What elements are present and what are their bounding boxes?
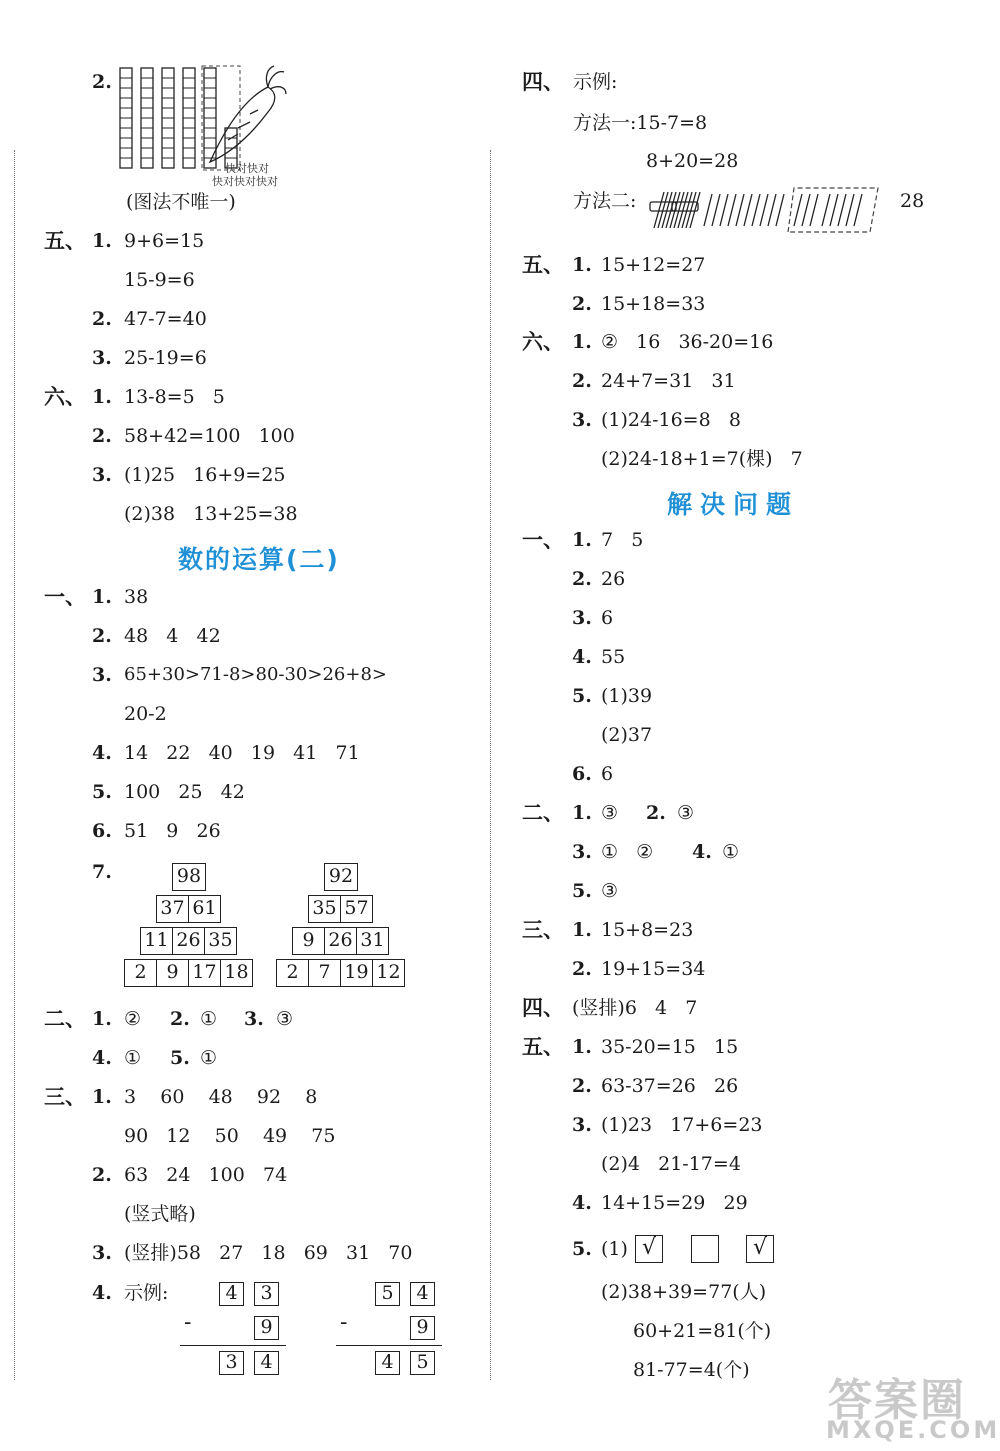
section-label: 二、 — [522, 800, 564, 825]
pyramid-cell: 26 — [324, 927, 357, 955]
answer-text: 28 — [900, 190, 925, 212]
item-number: 2. — [92, 625, 112, 647]
answer-text: (1)39 — [601, 685, 653, 707]
item-number: 1. — [92, 586, 112, 608]
checkbox-checked: √ — [746, 1235, 774, 1263]
answer-text: (2)37 — [601, 724, 653, 746]
section-label: 一、 — [44, 584, 86, 609]
answer-text: (竖式略) — [124, 1203, 196, 1225]
item-number: 3. — [92, 464, 112, 486]
answer-text: ③ — [276, 1008, 294, 1030]
answer-text: (2)38+39=77(人) — [601, 1281, 767, 1303]
pyramid-cell: 31 — [356, 927, 389, 955]
item-number: 3. — [244, 1008, 264, 1030]
item-number: 5. — [572, 1238, 592, 1260]
item-number: 5. — [572, 880, 592, 902]
item-number: 4. — [92, 1047, 112, 1069]
watermark-url: MXQE.COM — [826, 1416, 1000, 1444]
answer-text: 13-8=5 5 — [124, 386, 225, 408]
item-number: 4. — [92, 1282, 112, 1304]
item-number: 1. — [92, 386, 112, 408]
answer-text: 15-9=6 — [124, 269, 195, 291]
answer-text: ③ — [601, 880, 619, 902]
pyramid-cell: 17 — [188, 959, 221, 987]
section-label: 六、 — [44, 384, 86, 409]
checkbox-empty — [691, 1235, 719, 1263]
section-label: 四、 — [522, 995, 564, 1020]
digit-box: 9 — [254, 1316, 279, 1340]
answer-text: 20-2 — [124, 703, 167, 725]
answer-text: ③ — [601, 802, 619, 824]
item-number: 1. — [572, 331, 592, 353]
section-label: 五、 — [522, 252, 564, 277]
answer-text: 90 12 50 49 75 — [124, 1125, 336, 1147]
section-heading: 解决问题 — [667, 490, 800, 519]
answer-text: 6 — [601, 763, 614, 785]
item-number: 1. — [572, 802, 592, 824]
answer-text: 3 60 48 92 8 — [124, 1086, 318, 1108]
answer-text: ③ — [677, 802, 695, 824]
item-number: 6. — [92, 820, 112, 842]
item-number: 1. — [572, 919, 592, 941]
answer-text: (1)23 17+6=23 — [601, 1114, 763, 1136]
pyramid-cell: 98 — [172, 863, 206, 891]
item-number: 3. — [572, 841, 592, 863]
answer-text: 48 4 42 — [124, 625, 221, 647]
carrot-label: 快对快对 — [225, 162, 269, 175]
item-number: 3. — [92, 347, 112, 369]
answer-text: ① — [124, 1047, 142, 1069]
answer-text: (1) — [601, 1238, 628, 1260]
pyramid-cell: 9 — [292, 927, 325, 955]
pyramid-cell: 37 — [156, 895, 189, 923]
answer-text: 26 — [601, 568, 626, 590]
digit-box: 3 — [254, 1282, 279, 1306]
answer-text: 51 9 26 — [124, 820, 221, 842]
item-number: 7. — [92, 861, 112, 883]
answer-text: 示例: — [573, 71, 618, 93]
item-number: 5. — [170, 1047, 190, 1069]
answer-text: 示例: — [124, 1282, 169, 1304]
section-label: 一、 — [522, 527, 564, 552]
item-number: 2. — [572, 370, 592, 392]
item-number: 4. — [572, 646, 592, 668]
answer-text: ② — [124, 1008, 142, 1030]
answer-text: 60+21=81(个) — [633, 1320, 772, 1342]
item-number: 2. — [170, 1008, 190, 1030]
item-number: 5. — [92, 781, 112, 803]
answer-text: 47-7=40 — [124, 308, 207, 330]
sticks-bundle-figure — [646, 180, 882, 238]
item-number: 3. — [92, 664, 112, 686]
item-number: 4. — [692, 841, 712, 863]
item-number: 3. — [572, 409, 592, 431]
answer-text: 方法二: — [573, 190, 637, 212]
digit-box: 3 — [219, 1351, 244, 1375]
item-number: 1. — [572, 529, 592, 551]
section-label: 六、 — [522, 329, 564, 354]
answer-text: 15+8=23 — [601, 919, 694, 941]
answer-text: (2)24-18+1=7(棵) 7 — [601, 448, 803, 470]
answer-text: 58+42=100 100 — [124, 425, 295, 447]
answer-text: 8+20=28 — [646, 150, 739, 172]
carrot-label: 快对快对快对 — [212, 175, 278, 188]
answer-text: (竖排)58 27 18 69 31 70 — [124, 1242, 413, 1264]
section-label: 三、 — [44, 1084, 86, 1109]
answer-text: 7 5 — [601, 529, 644, 551]
digit-box: 5 — [375, 1282, 400, 1306]
answer-text: ① — [200, 1047, 218, 1069]
item-number: 2. — [572, 958, 592, 980]
item-number: 1. — [92, 1086, 112, 1108]
result-line — [180, 1345, 286, 1346]
answer-text: (1)25 16+9=25 — [124, 464, 286, 486]
result-line — [336, 1345, 442, 1346]
item-number: 1. — [572, 254, 592, 276]
item-number: 4. — [92, 742, 112, 764]
item-number: 3. — [572, 607, 592, 629]
section-label: 二、 — [44, 1006, 86, 1031]
answer-text: (竖排)6 4 7 — [572, 997, 698, 1019]
answer-text: 15+12=27 — [601, 254, 706, 276]
answer-text: 15+18=33 — [601, 293, 706, 315]
pyramid-cell: 7 — [308, 959, 341, 987]
item-number: 2. — [646, 802, 666, 824]
section-heading: 数的运算(二) — [178, 545, 340, 574]
answer-text: ① — [722, 841, 740, 863]
answer-text: 方法一:15-7=8 — [573, 112, 708, 134]
item-number: 2. — [572, 568, 592, 590]
item-number: 2. — [572, 293, 592, 315]
pyramid-cell: 61 — [188, 895, 221, 923]
answer-text: 6 — [601, 607, 614, 629]
digit-box: 5 — [410, 1351, 435, 1375]
digit-box: 9 — [410, 1316, 435, 1340]
answer-text: 14 22 40 19 41 71 — [124, 742, 360, 764]
pyramid-cell: 35 — [204, 927, 237, 955]
answer-text: 24+7=31 31 — [601, 370, 736, 392]
pyramid-cell: 2 — [124, 959, 157, 987]
margin-dotted-line-left — [14, 150, 15, 1380]
margin-dotted-line-center — [490, 150, 491, 1380]
pyramid-cell: 18 — [220, 959, 253, 987]
checkbox-checked: √ — [635, 1235, 663, 1263]
pyramid-cell: 57 — [340, 895, 373, 923]
pyramid-cell: 12 — [372, 959, 405, 987]
answer-text: 38 — [124, 586, 149, 608]
item-number: 2. — [92, 425, 112, 447]
answer-text: 63 24 100 74 — [124, 1164, 288, 1186]
answer-text: 65+30>71-8>80-30>26+8> — [124, 664, 387, 685]
answer-text: ① — [200, 1008, 218, 1030]
answer-text: 63-37=26 26 — [601, 1075, 739, 1097]
item-number: 2. — [92, 71, 112, 93]
answer-text: 81-77=4(个) — [633, 1359, 750, 1381]
answer-text: 25-19=6 — [124, 347, 207, 369]
item-number: 2. — [92, 1164, 112, 1186]
answer-text: ① ② — [601, 841, 654, 863]
digit-box: 4 — [375, 1351, 400, 1375]
pyramid-cell: 19 — [340, 959, 373, 987]
item-number: 2. — [92, 308, 112, 330]
item-number: 1. — [92, 230, 112, 252]
answer-text: 14+15=29 29 — [601, 1192, 748, 1214]
answer-text: 9+6=15 — [124, 230, 205, 252]
item-number: 1. — [92, 1008, 112, 1030]
pyramid-cell: 2 — [276, 959, 309, 987]
minus-sign: - — [184, 1310, 192, 1335]
pyramid-cell: 9 — [156, 959, 189, 987]
item-number: 6. — [572, 763, 592, 785]
section-label: 三、 — [522, 917, 564, 942]
pyramid-cell: 26 — [172, 927, 205, 955]
answer-text: (1)24-16=8 8 — [601, 409, 741, 431]
minus-sign: - — [340, 1310, 348, 1335]
pyramid-cell: 11 — [140, 927, 173, 955]
answer-text: 55 — [601, 646, 626, 668]
item-number: 5. — [572, 685, 592, 707]
answer-text: 35-20=15 15 — [601, 1036, 739, 1058]
digit-box: 4 — [254, 1351, 279, 1375]
answer-text: (2)4 21-17=4 — [601, 1153, 741, 1175]
pyramid-cell: 35 — [308, 895, 341, 923]
answer-text: (2)38 13+25=38 — [124, 503, 298, 525]
item-number: 3. — [92, 1242, 112, 1264]
pyramid-cell: 92 — [324, 863, 358, 891]
digit-box: 4 — [219, 1282, 244, 1306]
item-number: 3. — [572, 1114, 592, 1136]
digit-box: 4 — [410, 1282, 435, 1306]
figure-note: (图法不唯一) — [126, 191, 236, 213]
item-number: 1. — [572, 1036, 592, 1058]
watermark-logo: 答案圈 — [828, 1375, 966, 1426]
item-number: 4. — [572, 1192, 592, 1214]
section-label: 五、 — [44, 228, 86, 253]
answer-text: ② 16 36-20=16 — [601, 331, 774, 353]
answer-text: 19+15=34 — [601, 958, 706, 980]
section-label: 五、 — [522, 1034, 564, 1059]
answer-text: 100 25 42 — [124, 781, 245, 803]
item-number: 2. — [572, 1075, 592, 1097]
section-label: 四、 — [522, 69, 564, 94]
